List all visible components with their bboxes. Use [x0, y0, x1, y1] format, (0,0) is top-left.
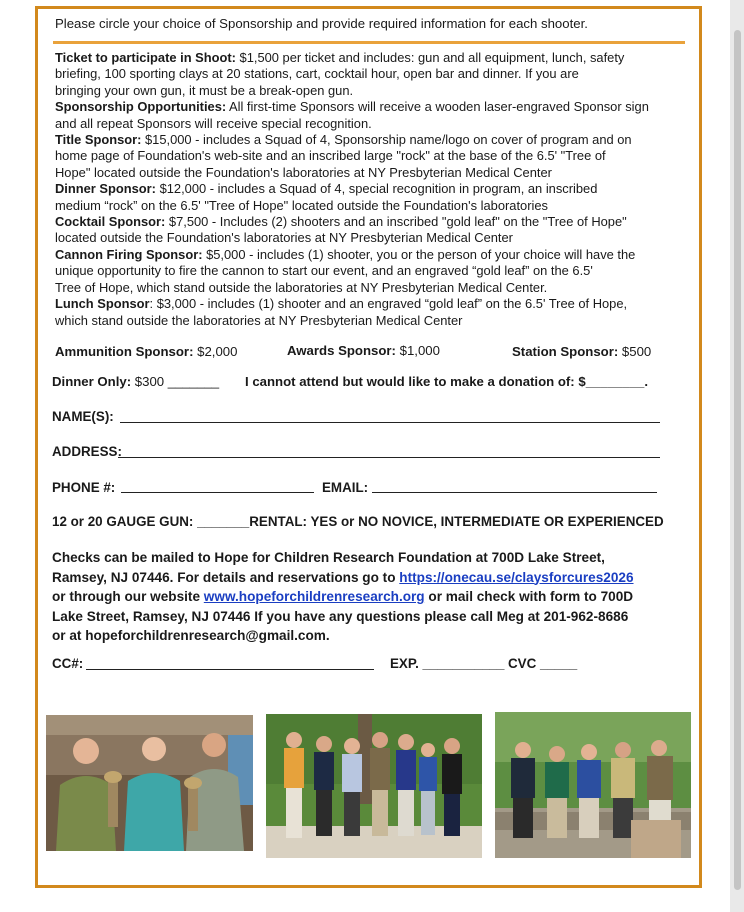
sponsorship-description [55, 50, 685, 329]
cannon-sponsor-line-2: unique opportunity to fire the cannon to start our event, and an engraved “gold leaf” on the 6.5' [55, 263, 593, 279]
lunch-sponsor-line-2: which stand outside the laboratories at NY Presbyterian Medical Center [55, 312, 463, 328]
address-label: ADDRESS: [52, 444, 122, 459]
title-sponsor-line-3: Hope" located outside the Foundation's laboratories at NY Presbyterian Medical Center [55, 164, 552, 180]
cannon-sponsor-line-1: Cannon Firing Sponsor: $5,000 - includes (1) shooter, you or the person of your choice will have the [55, 246, 636, 262]
email-label: EMAIL: [322, 480, 369, 495]
checks-line-1: Checks can be mailed to Hope for Children Research Foundation at 700D Lake Street, [52, 550, 605, 565]
registration-link[interactable]: https://onecau.se/claysforcures2026 [399, 569, 634, 585]
cocktail-sponsor-line-1: Cocktail Sponsor: $7,500 - Includes (2) shooters and an inscribed "gold leaf" on the "Tree of Hope" [55, 214, 627, 230]
awards-sponsor-option[interactable]: Awards Sponsor: $1,000 [287, 343, 440, 358]
photo-award-winners [46, 715, 253, 851]
cc-input-line[interactable] [86, 669, 374, 670]
intro-text: Please circle your choice of Sponsorship and provide required information for each shooter. [55, 16, 588, 31]
dinner-sponsor-line-1: Dinner Sponsor: $12,000 - includes a Squad of 4, special recognition in program, an inscribed [55, 181, 598, 197]
name-input-line[interactable] [120, 422, 660, 423]
opportunities-line-1: Sponsorship Opportunities: All first-time Sponsors will receive a wooden laser-engraved Sponsor sign [55, 99, 649, 115]
cvc-field[interactable]: CVC _____ [508, 656, 578, 671]
orange-divider [53, 41, 685, 44]
ticket-line-2: briefing, 100 sporting clays at 20 stations, cart, cocktail hour, open bar and dinner. If you are [55, 66, 579, 82]
dinner-sponsor-line-2: medium “rock” on the 6.5' "Tree of Hope" located outside the Foundation's laboratories [55, 197, 548, 213]
email-input-line[interactable] [372, 492, 657, 493]
station-sponsor-option[interactable]: Station Sponsor: $500 [512, 344, 652, 359]
website-link[interactable]: www.hopeforchildrenresearch.org [203, 589, 425, 604]
cocktail-sponsor-line-2: located outside the Foundation's laboratories at NY Presbyterian Medical Center [55, 230, 513, 246]
exp-field[interactable]: EXP. ___________ [390, 656, 505, 671]
dinner-only-option[interactable]: Dinner Only: $300 _______ [52, 374, 220, 389]
gauge-rental-level-line[interactable]: 12 or 20 GAUGE GUN: _______RENTAL: YES or NO NOVICE, INTERMEDIATE OR EXPERIENCED [52, 514, 664, 529]
scrollbar-thumb[interactable] [734, 30, 741, 890]
checks-line-3: or through our website www.hopeforchildrenresearch.org or mail check with form to 700D [52, 589, 634, 604]
scrollbar[interactable] [730, 0, 744, 912]
phone-input-line[interactable] [121, 492, 314, 493]
photo-group-shooters [266, 714, 482, 858]
phone-label: PHONE #: [52, 480, 116, 495]
checks-line-4: Lake Street, Ramsey, NJ 07446 If you have any questions please call Meg at 201-962-8686 [52, 608, 629, 624]
payment-instructions [52, 548, 692, 646]
donation-field[interactable]: I cannot attend but would like to make a donation of: $________. [245, 374, 649, 389]
address-input-line[interactable] [118, 457, 660, 458]
opportunities-line-2: and all repeat Sponsors will receive special recognition. [55, 115, 372, 131]
photo-seated-group [495, 712, 691, 858]
checks-line-2: Ramsey, NJ 07446. For details and reservations go to https://onecau.se/claysforcures2026 [52, 569, 634, 585]
title-sponsor-line-1: Title Sponsor: $15,000 - includes a Squad of 4, Sponsorship name/logo on cover of program and on [55, 132, 632, 148]
ticket-line-3: bringing your own gun, it must be a break-open gun. [55, 82, 354, 98]
ticket-line-1: Ticket to participate in Shoot: $1,500 per ticket and includes: gun and all equipment, lunch, safety [55, 50, 625, 65]
cc-label: CC#: [52, 656, 84, 671]
checks-line-5: or at hopeforchildrenresearch@gmail.com. [52, 628, 330, 643]
name-label: NAME(S): [52, 409, 114, 424]
title-sponsor-line-2: home page of Foundation's web-site and an inscribed large "rock" at the base of the 6.5' "Tree of [55, 148, 606, 164]
cannon-sponsor-line-3: Tree of Hope, which stand outside the laboratories at NY Presbyterian Medical Center. [55, 279, 548, 295]
lunch-sponsor-line-1: Lunch Sponsor: $3,000 - includes (1) shooter and an engraved “gold leaf” on the 6.5' Tree of Hope, [55, 296, 628, 312]
ammunition-sponsor-option[interactable]: Ammunition Sponsor: $2,000 [55, 344, 238, 359]
